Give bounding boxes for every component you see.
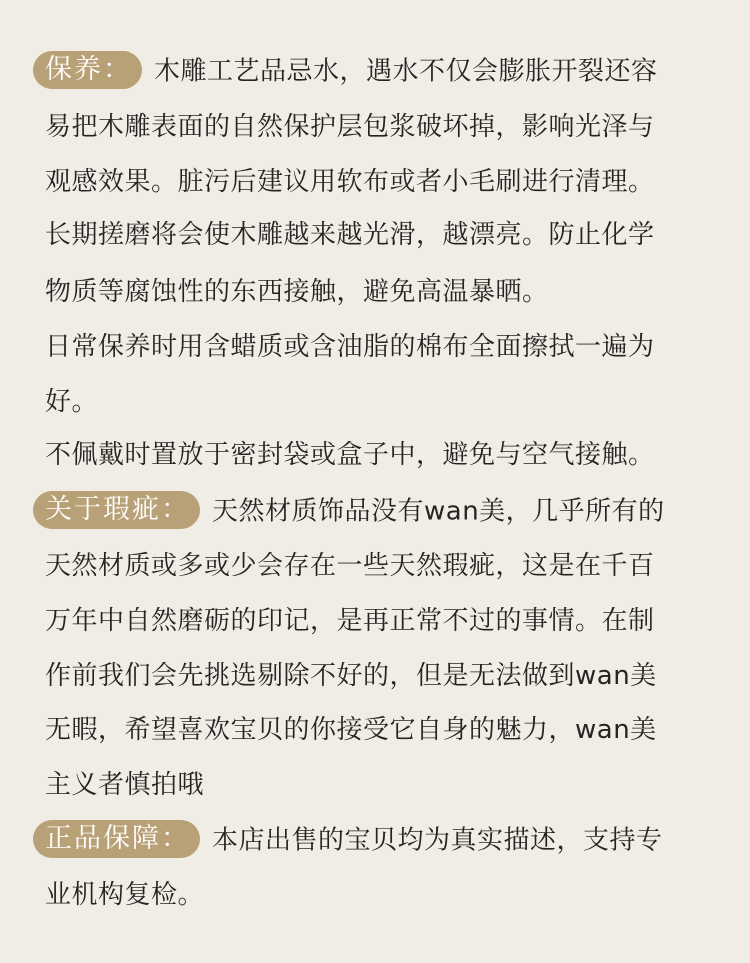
flaws-line-3: 万年中自然磨砺的印记，是再正常不过的事情。在制 [45,606,655,636]
authentic-line-1 [45,822,715,856]
flaws-line-4: 作前我们会先挑选剔除不好的，但是无法做到wan美 [45,661,657,691]
authentic-badge: 正品保障： [33,820,200,858]
care-line-2: 易把木雕表面的自然保护层包浆破坏掉，影响光泽与 [45,112,655,142]
care-line-6: 日常保养时用含蜡质或含油脂的棉布全面擦拭一遍为 [45,332,655,362]
care-line-3: 观感效果。脏污后建议用软布或者小毛刷进行清理。 [45,167,655,197]
authentic-line-2: 业机构复检。 [45,880,205,910]
authentic-text-1: 本店出售的宝贝均为真实描述，支持专 [212,825,663,856]
flaws-line-6: 主义者慎拍哦 [45,770,205,800]
care-line-8: 不佩戴时置放于密封袋或盒子中，避免与空气接触。 [45,440,655,470]
care-line-5: 物质等腐蚀性的东西接触，避免高温暴晒。 [45,277,549,307]
flaws-line-5: 无暇，希望喜欢宝贝的你接受它自身的魅力，wan美 [45,715,657,745]
flaws-badge: 关于瑕疵： [33,491,200,529]
flaws-text-1: 天然材质饰品没有wan美，几乎所有的 [212,496,665,527]
care-line-4: 长期搓磨将会使木雕越来越光滑，越漂亮。防止化学 [45,220,655,250]
care-badge: 保养： [33,51,142,89]
care-text-1: 木雕工艺品忌水，遇水不仅会膨胀开裂还容 [154,56,658,87]
care-line-7: 好。 [45,387,99,417]
flaws-line-2: 天然材质或多或少会存在一些天然瑕疵，这是在千百 [45,551,655,581]
flaws-line-1 [45,493,715,527]
care-line-1 [45,53,715,87]
